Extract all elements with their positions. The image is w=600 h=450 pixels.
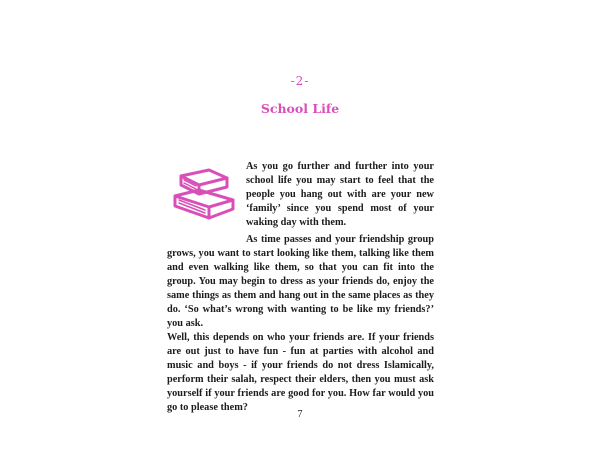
paragraph-friendship: As time passes and your friendship group grows, you want to start looking like them, talking like them and even walking like them, so that you can fit into the group. You may begin to dress as your friends do, enjoy the same things as them and hang out in the same places as they do. ‘So what’s wrong with wanting to be like my friends?’ you ask. <box>167 234 434 329</box>
chapter-number: -2- <box>290 74 310 88</box>
paragraph-intro: As you go further and further into your school life you may start to feel that the people you hang out with are your new ‘family’ since you spend most of your waking day with them. <box>246 161 434 228</box>
books-stack-icon <box>169 166 239 224</box>
chapter-title: School Life <box>260 101 340 116</box>
paragraph-question: Well, this depends on who your friends are. If your friends are out just to have fun - fun at parties with alcohol and music and boys - if your friends do not dress Islamically, perform their salah, respect their elders, then you must ask yourself if your friends are good for you. How far would you go to please them? <box>167 332 434 413</box>
page-number: 7 <box>297 409 303 420</box>
